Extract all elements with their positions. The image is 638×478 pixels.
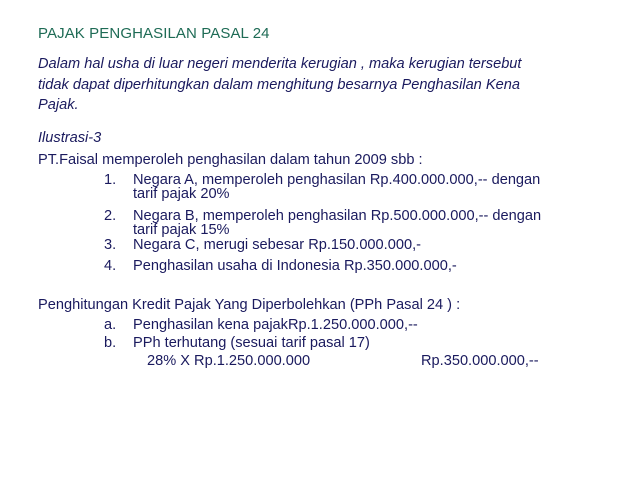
case-intro: PT.Faisal memperoleh penghasilan dalam tahun 2009 sbb : [38,152,423,168]
list-marker: 3. [104,237,117,253]
calculation-formula: 28% X Rp.1.250.000.000 [147,353,311,369]
list-item-text: tarif pajak 20% [133,186,230,202]
list-item-text: PPh terhutang (sesuai tarif pasal 17) [133,335,370,351]
list-item-text: Negara B, memperoleh penghasilan Rp.500.000.000,-- dengan [133,208,542,224]
list-marker: 4. [104,258,117,274]
list-item-text: Negara C, merugi sebesar Rp.150.000.000,- [133,237,421,253]
list-marker: 2. [104,208,117,224]
list-marker: b. [104,335,117,351]
list-marker: a. [104,317,117,333]
list-item-text: tarif pajak 15% [133,222,230,238]
list-marker: 1. [104,172,117,188]
calculation-result: Rp.350.000.000,-- [421,353,539,369]
credit-heading: Penghitungan Kredit Pajak Yang Diperbolehkan (PPh Pasal 24 ) : [38,297,461,313]
intro-line: Dalam hal usha di luar negeri menderita kerugian , maka kerugian tersebut [38,56,522,72]
intro-line: tidak dapat diperhitungkan dalam menghitung besarnya Penghasilan Kena [38,76,520,93]
slide-title: PAJAK PENGHASILAN PASAL 24 [38,25,270,42]
intro-line: Pajak. [38,97,79,113]
list-item-text: Penghasilan usaha di Indonesia Rp.350.000.000,- [133,258,457,274]
list-item-text: Penghasilan kena pajakRp.1.250.000.000,-- [133,317,418,333]
list-item-text: Negara A, memperoleh penghasilan Rp.400.000.000,-- dengan [133,172,541,188]
intro-paragraph [38,54,598,116]
illustration-label: Ilustrasi-3 [38,130,102,146]
